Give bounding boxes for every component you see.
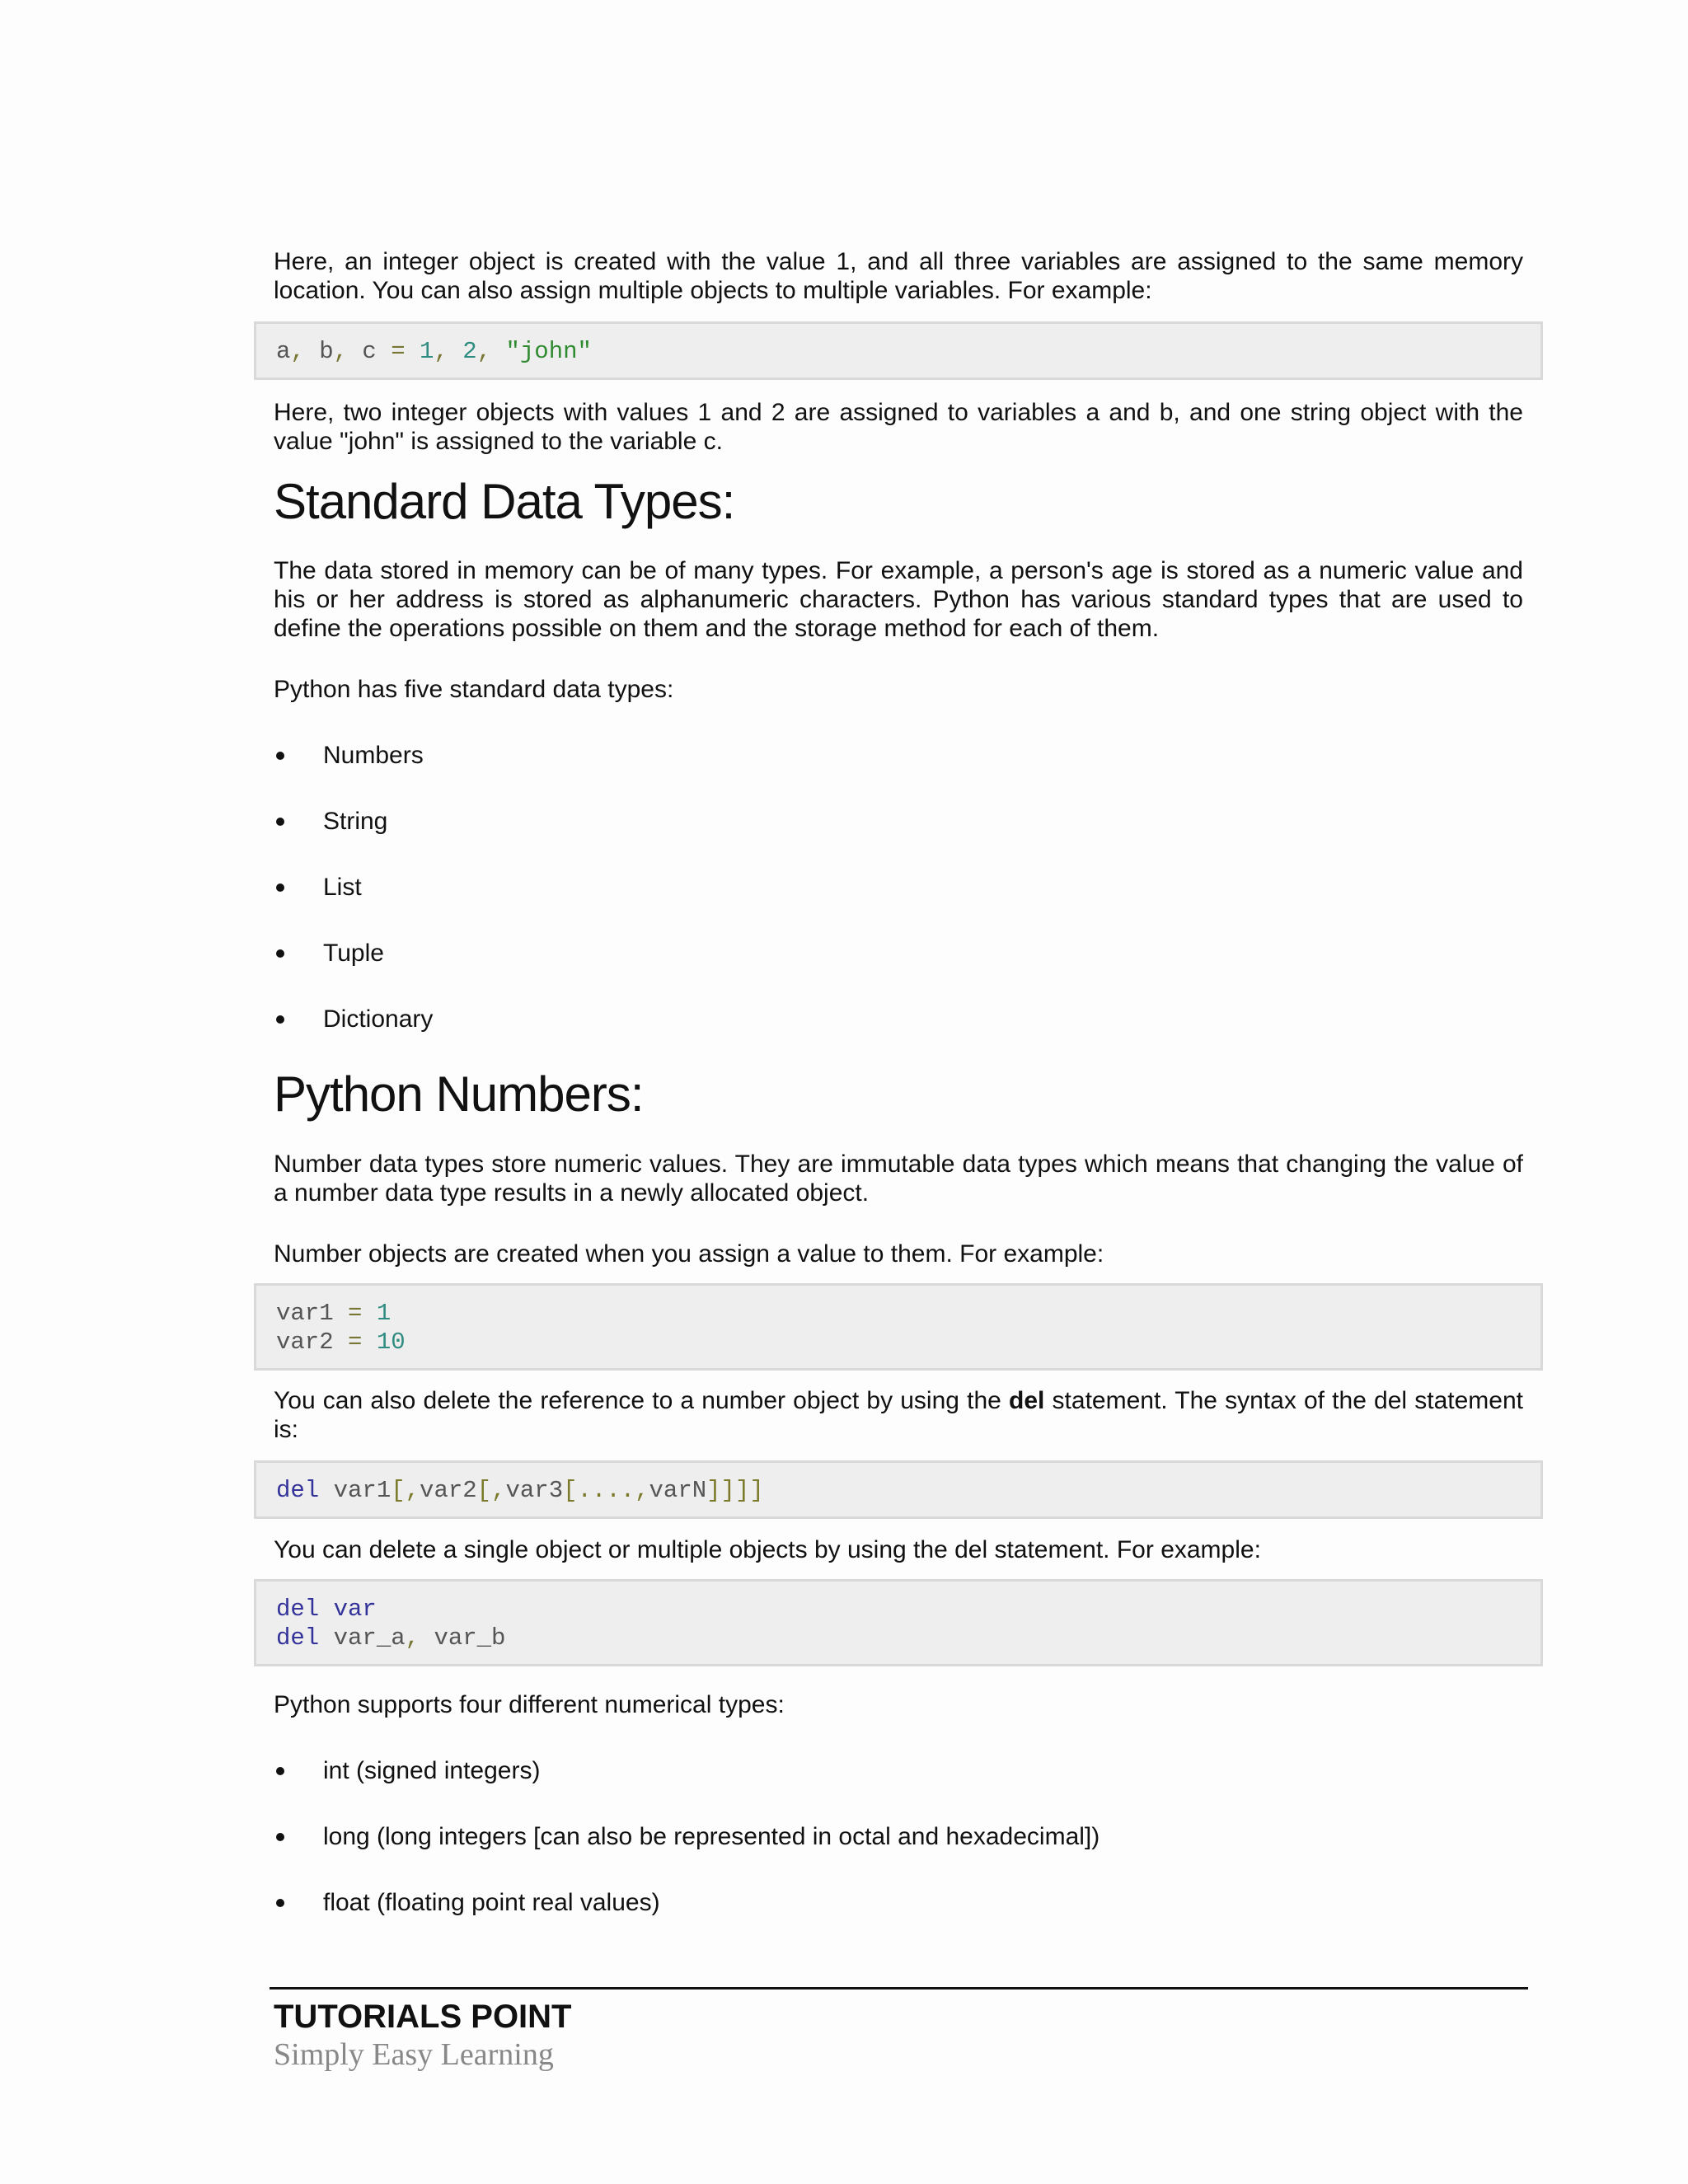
code-line <box>276 1299 1521 1328</box>
code-token: 2 <box>448 338 477 365</box>
code-token: var1 <box>319 1477 392 1504</box>
code-token: a <box>276 338 291 365</box>
list-item-label: float (floating point real values) <box>323 1889 660 1916</box>
code-block-del-syntax <box>254 1460 1543 1519</box>
list-item <box>274 1822 1523 1851</box>
code-token: var2 <box>276 1329 349 1356</box>
footer-divider <box>270 1987 1528 1990</box>
list-item <box>274 741 1523 770</box>
list-item-label: String <box>323 808 388 835</box>
code-token: 10 <box>362 1329 406 1356</box>
code-line <box>276 1328 1521 1357</box>
list-item <box>274 807 1523 836</box>
bold-keyword: del <box>1009 1387 1045 1414</box>
data-types-list <box>274 741 1523 1033</box>
list-item-label: Dictionary <box>323 1005 434 1033</box>
list-item-label: List <box>323 874 362 901</box>
code-token: var <box>319 1596 377 1623</box>
code-block-multiple-assignment <box>254 321 1543 380</box>
text-run: You can also delete the reference to a number object by using the <box>274 1387 1010 1414</box>
code-token: c <box>348 338 392 365</box>
code-token: 1 <box>405 338 434 365</box>
code-token: ]]]] <box>706 1477 764 1504</box>
code-token: var_a <box>319 1624 406 1652</box>
list-item <box>274 1756 1523 1785</box>
footer-brand-tagline: Simply Easy Learning <box>274 2037 554 2072</box>
paragraph-numerical-types: Python supports four different numerical types: <box>274 1691 785 1718</box>
list-item <box>274 939 1523 968</box>
list-item-label: Tuple <box>323 940 384 967</box>
code-token: = <box>391 338 406 365</box>
code-line <box>276 1595 1521 1624</box>
bullet-icon <box>276 1015 284 1024</box>
numerical-types-list <box>274 1756 1523 1917</box>
code-token: = <box>348 1300 363 1327</box>
code-token: [...., <box>563 1477 649 1504</box>
code-token: , <box>476 338 492 365</box>
code-block-del-example <box>254 1579 1543 1666</box>
text-run: statement. The syntax of the del statement is: <box>274 1387 1523 1443</box>
list-item <box>274 873 1523 902</box>
paragraph-five-types: Python has five standard data types: <box>274 676 674 703</box>
list-item <box>274 1005 1523 1033</box>
page-content <box>274 247 1523 1917</box>
paragraph-numbers: Number data types store numeric values. They are immutable data types which means that changing the value of a number data type results in a newly allocated object. <box>274 1151 1523 1207</box>
code-token: , <box>405 1624 420 1652</box>
code-token: del <box>276 1596 320 1623</box>
bullet-icon <box>276 818 284 826</box>
code-token: var2 <box>420 1477 477 1504</box>
code-token: "john" <box>491 338 592 365</box>
code-token: , <box>290 338 305 365</box>
code-token: del <box>276 1477 320 1504</box>
list-item-label: long (long integers [can also be represented in octal and hexadecimal]) <box>323 1823 1100 1850</box>
code-token: , <box>333 338 349 365</box>
code-token: b <box>304 338 334 365</box>
bullet-icon <box>276 883 284 892</box>
bullet-icon <box>276 1833 284 1841</box>
bullet-icon <box>276 1899 284 1907</box>
code-block-number-objects <box>254 1283 1543 1371</box>
paragraph-delete-objects: You can delete a single object or multiple objects by using the del statement. For example: <box>274 1536 1261 1563</box>
code-line <box>276 1476 1521 1505</box>
list-item <box>274 1888 1523 1917</box>
bullet-icon <box>276 949 284 958</box>
paragraph-del-statement <box>274 1386 1523 1444</box>
code-token: varN <box>649 1477 707 1504</box>
intro-paragraph: Here, an integer object is created with the value 1, and all three variables are assigned to the same memory location. You can also assign multiple objects to multiple variables. For example: <box>274 248 1523 304</box>
heading-python-numbers: Python Numbers: <box>274 1066 644 1122</box>
code-token: = <box>348 1329 363 1356</box>
code-token: del <box>276 1624 320 1652</box>
code-token: var3 <box>505 1477 564 1504</box>
code-token: [, <box>476 1477 506 1504</box>
code-token: , <box>434 338 448 365</box>
bullet-icon <box>276 752 284 760</box>
paragraph-number-objects: Number objects are created when you assign a value to them. For example: <box>274 1240 1104 1268</box>
bullet-icon <box>276 1767 284 1775</box>
code-token: [, <box>391 1477 420 1504</box>
code-token: var_b <box>420 1624 506 1652</box>
code-line <box>276 337 1521 366</box>
code-line <box>276 1624 1521 1652</box>
footer-brand-title: TUTORIALS POINT <box>274 1999 572 2035</box>
paragraph-after-code: Here, two integer objects with values 1 and 2 are assigned to variables a and b, and one string object with the value "john" is assigned to the variable c. <box>274 399 1523 455</box>
paragraph-standard-types: The data stored in memory can be of many types. For example, a person's age is stored as a numeric value and his or her address is stored as alphanumeric characters. Python has various standard types that are used to define the operations possible on them and the storage method for each of them. <box>274 557 1523 642</box>
code-token: var1 <box>276 1300 349 1327</box>
list-item-label: int (signed integers) <box>323 1757 541 1784</box>
heading-standard-data-types: Standard Data Types: <box>274 474 735 529</box>
list-item-label: Numbers <box>323 742 424 769</box>
code-token: 1 <box>362 1300 392 1327</box>
